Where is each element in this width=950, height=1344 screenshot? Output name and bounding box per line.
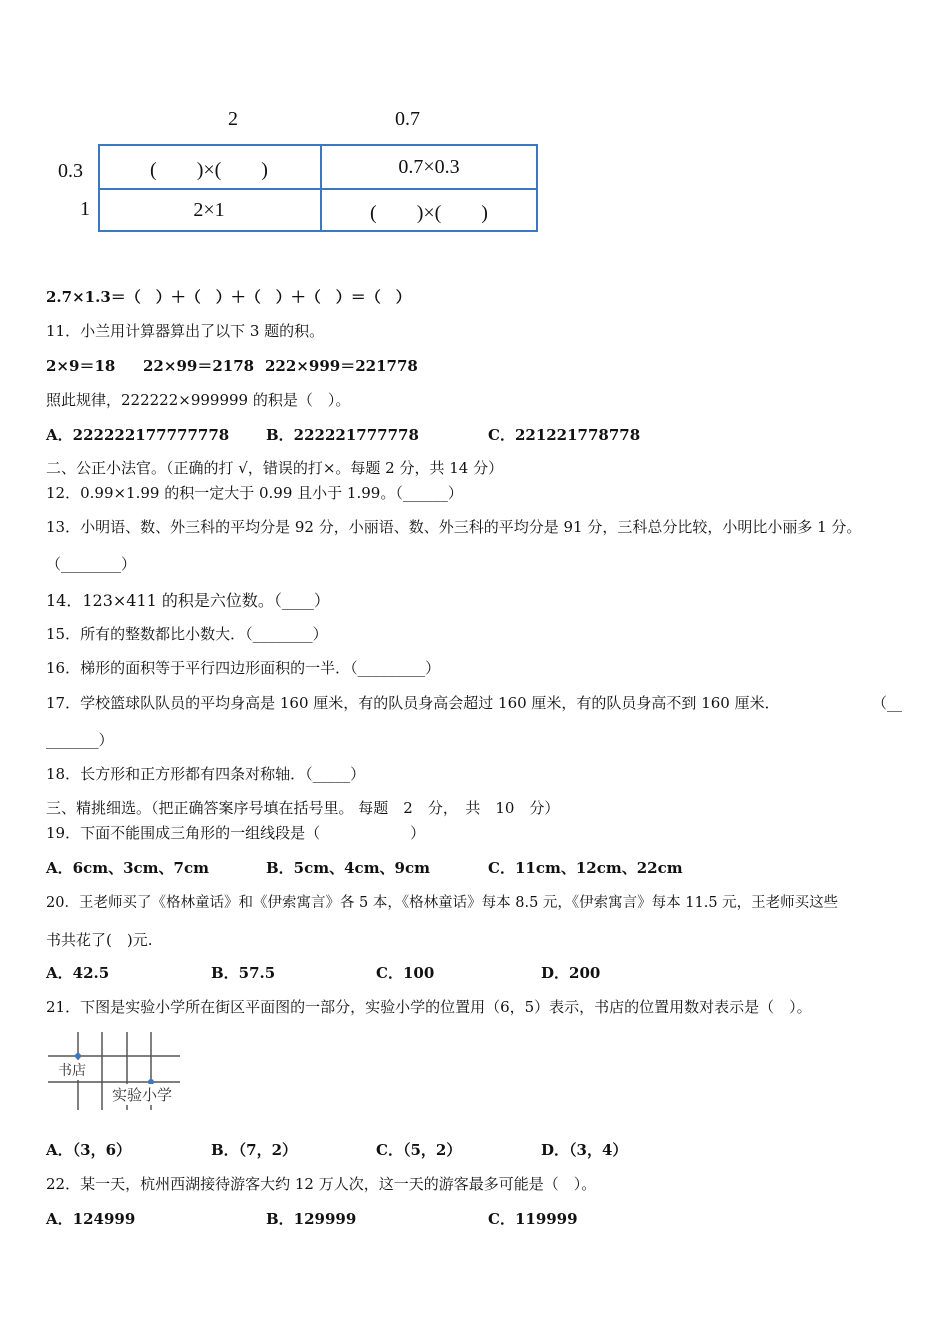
table-cell-r1c2: 0.7×0.3 <box>398 155 460 178</box>
q11-example-1: 2×9＝18 <box>46 357 116 375</box>
q11-example-2: 22×99＝2178 <box>143 357 255 375</box>
q22-option-a: A．124999 <box>46 1210 136 1228</box>
bookstore-dot <box>75 1053 81 1059</box>
q21-option-d: D．（3，4） <box>541 1141 628 1159</box>
q20-option-a: A．42.5 <box>46 964 110 982</box>
q17-answer-blank-end: _______） <box>46 731 114 749</box>
q11-option-c: C．221221778778 <box>488 426 641 444</box>
q18: 18．长方形和正方形都有四条对称轴．（_____） <box>46 765 366 783</box>
section2-title: 二、公正小法官。（正确的打 √，错误的打×。每题 2 分，共 14 分） <box>46 459 504 477</box>
q17-answer-blank-start: （__ <box>872 694 903 712</box>
q12: 12．0.99×1.99 的积一定大于 0.99 且小于 1.99。（______） <box>46 484 463 502</box>
q20-option-c: C．100 <box>376 964 435 982</box>
q11-option-a: A．222222177777778 <box>46 426 230 444</box>
map-label-bookstore: 书店 <box>58 1060 86 1080</box>
q22-option-b: B．129999 <box>266 1210 357 1228</box>
q20-stem-cont: 书共花了( )元. <box>46 931 153 949</box>
q11-ask: 照此规律，222222×999999 的积是（ ）。 <box>46 391 351 409</box>
q15: 15．所有的整数都比小数大．（________） <box>46 625 328 643</box>
q11-option-b: B．222221777778 <box>266 426 419 444</box>
table-col-header-2: 2 <box>228 108 238 130</box>
table-cell-r2c2: ( )×( ) <box>370 201 488 224</box>
q17: 17．学校篮球队队员的平均身高是 160 厘米，有的队员身高会超过 160 厘米，有的队员身高不到 160 厘米． <box>46 694 780 712</box>
table-col-header-0.7: 0.7 <box>395 108 420 130</box>
q19-option-c: C．11cm、12cm、22cm <box>488 859 683 877</box>
q11-example-3: 222×999＝221778 <box>265 357 418 375</box>
q20-option-b: B．57.5 <box>211 964 276 982</box>
q20-option-d: D．200 <box>541 964 601 982</box>
q21-option-c: C．（5，2） <box>376 1141 462 1159</box>
section3-title: 三、精挑细选。（把正确答案序号填在括号里。 每题 2 分， 共 10 分） <box>46 799 560 817</box>
q20-stem: 20．王老师买了《格林童话》和《伊索寓言》各 5 本，《格林童话》每本 8.5 元，《伊索寓言》每本 11.5 元，王老师买这些 <box>46 895 839 911</box>
q22-stem: 22．某一天，杭州西湖接待游客大约 12 万人次，这一天的游客最多可能是（ ）。 <box>46 1175 597 1193</box>
table-cell-r2c1: 2×1 <box>193 198 225 221</box>
q19-option-b: B．5cm、4cm、9cm <box>266 859 431 877</box>
q13: 13．小明语、数、外三科的平均分是 92 分，小丽语、数、外三科的平均分是 91 分，三科总分比较，小明比小丽多 1 分。 <box>46 518 862 536</box>
q21-option-a: A．（3，6） <box>46 1141 132 1159</box>
map-label-school: 实验小学 <box>112 1086 173 1104</box>
q19-option-a: A．6cm、3cm、7cm <box>46 859 209 877</box>
q21-stem: 21．下图是实验小学所在街区平面图的一部分，实验小学的位置用（6，5）表示，书店的位置用数对表示是（ ）。 <box>46 998 812 1016</box>
q13-answer-blank: （________） <box>46 555 137 573</box>
q16: 16．梯形的面积等于平行四边形面积的一半．（_________） <box>46 659 441 677</box>
table-row-header-1: 1 <box>80 198 90 220</box>
q11-stem: 11．小兰用计算器算出了以下 3 题的积。 <box>46 322 325 340</box>
q14: 14．123×411 的积是六位数。（____） <box>46 591 330 610</box>
table-row-header-0.3: 0.3 <box>58 160 83 182</box>
q21-option-b: B．（7，2） <box>211 1141 298 1159</box>
q19-stem: 19．下面不能围成三角形的一组线段是（ ） <box>46 824 426 842</box>
q10-equation: 2.7×1.3＝（ ）＋（ ）＋（ ）＋（ ）＝（ ） <box>46 288 411 306</box>
q22-option-c: C．119999 <box>488 1210 578 1228</box>
table-cell-r1c1: ( )×( ) <box>150 158 268 181</box>
